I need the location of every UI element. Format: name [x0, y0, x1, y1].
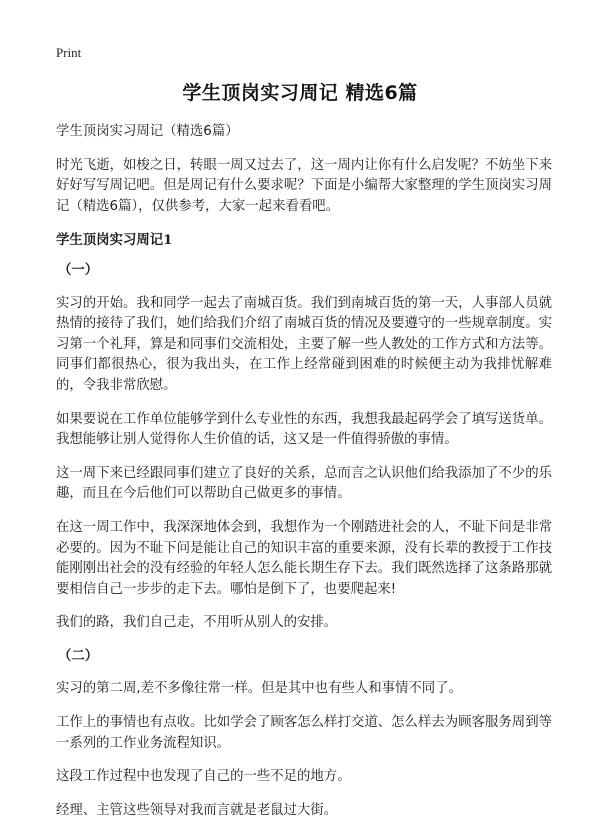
paragraph: 这一周下来已经跟同事们建立了良好的关系，总而言之认识他们给我添加了不少的乐趣，而且在今后他们可以帮助自己做更多的事情。 — [56, 465, 552, 502]
paragraph: 实习的第二周,差不多像往常一样。但是其中也有些人和事情不同了。 — [56, 681, 462, 697]
section-heading: 学生顶岗实习周记1 — [56, 232, 173, 249]
document-subtitle: 学生顶岗实习周记（精选6篇） — [56, 124, 239, 139]
paragraph: 经理、主管这些领导对我而言就是老鼠过大街。 — [56, 802, 338, 818]
part-heading-1: （一） — [58, 262, 99, 278]
page-title: 学生顶岗实习周记 精选6篇 — [182, 82, 418, 104]
paragraph: 工作上的事情也有点收。比如学会了顾客怎么样打交道、怎么样去为顾客服务周到等一系列的工作业务流程知识。 — [56, 715, 552, 751]
print-label: Print — [56, 45, 82, 60]
paragraph: 实习的开始。我和同学一起去了南城百货。我们到南城百货的第一天，人事部人员就热情的接待了我们，她们给我们介绍了南城百货的情况及要遵守的一些规章制度。实习第一个礼拜，算是和同事们交流相处，主要了解一些人教处的工作方式和方法等。同事们都很热心，很为我出头，在工作上经常碰到困难的时候便主动为我排忧解难的，令我非常欣慰。 — [56, 295, 552, 393]
part-heading-2: （二） — [58, 648, 99, 664]
document-body — [56, 122, 552, 834]
paragraph: 在这一周工作中，我深深地体会到，我想作为一个刚踏进社会的人，不耻下问是非常必要的。因为不耻下问是能让自己的知识丰富的重要来源，没有长辈的教授于工作技能刚刚出社会的没有经验的年轻人怎么能长期生存下去。我们既然选择了这条路那就要相信自己一步步的走下去。哪怕是倒下了，也要爬起来! — [56, 519, 552, 597]
paragraph: 这段工作过程中也发现了自己的一些不足的地方。 — [56, 769, 351, 785]
paragraph: 如果要说在工作单位能够学到什么专业性的东西，我想我最起码学会了填写送货单。我想能够让别人觉得你人生价值的话，这又是一件值得骄傲的事情。 — [56, 411, 552, 448]
intro-paragraph: 时光飞逝，如梭之日，转眼一周又过去了，这一周内让你有什么启发呢？不妨坐下来好好写写周记吧。但是周记有什么要求呢？下面是小编帮大家整理的学生顶岗实习周记（精选6篇），仅供参考，大家一起来看看吧。 — [56, 157, 552, 214]
paragraph: 我们的路，我们自己走，不用听从别人的安排。 — [56, 615, 338, 631]
